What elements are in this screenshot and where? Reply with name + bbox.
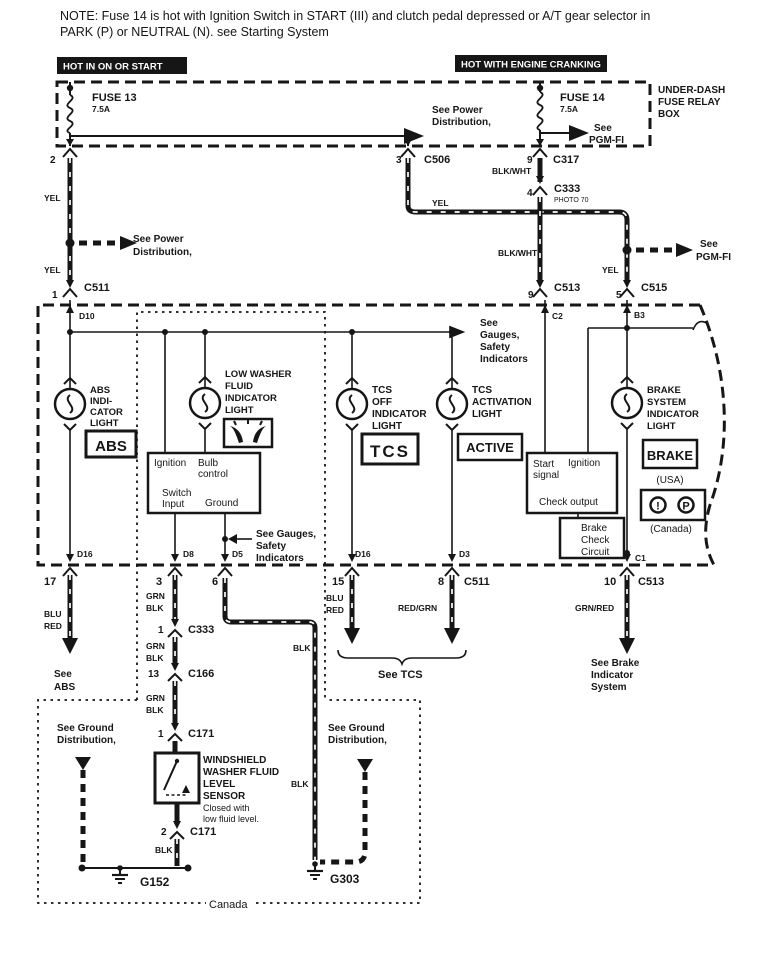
- pin-3: 3: [396, 155, 402, 166]
- wire-label-grn3: GRN: [146, 693, 165, 703]
- ctrl-ground: Ground: [205, 498, 239, 509]
- see-brake3: System: [591, 682, 627, 693]
- fuse14-amps: 7.5A: [560, 104, 578, 114]
- bcc-label3: Circuit: [581, 547, 610, 558]
- ctrl-control: control: [198, 469, 229, 480]
- g152-label: G152: [140, 875, 170, 889]
- see-abs1: See: [54, 669, 72, 680]
- start-ignition-label: Ignition: [568, 458, 601, 469]
- active-badge: ACTIVE: [466, 440, 514, 455]
- pin-d5: D5: [232, 549, 243, 559]
- ground-feed-arrow-right: [357, 759, 373, 772]
- level-switch-icon: [164, 759, 190, 795]
- wire-label-yel-3: YEL: [432, 198, 449, 208]
- note-line2: PARK (P) or NEUTRAL (N). see Starting System: [60, 25, 329, 39]
- tcs-badge: TCS: [370, 442, 410, 461]
- see-brake2: Indicator: [591, 670, 634, 681]
- g303-label: G303: [330, 872, 360, 886]
- wire-label-blk5: BLK: [291, 779, 309, 789]
- ctrl-bulb: Bulb: [198, 458, 219, 469]
- see-power-top1: See Power: [432, 105, 483, 116]
- see-pgmfi-top2: PGM-FI: [589, 135, 624, 146]
- see-ground-right1: See Ground: [328, 723, 385, 734]
- see-power-mid1: See Power: [133, 234, 184, 245]
- canada-section: [38, 700, 420, 911]
- pin-d10: D10: [79, 311, 95, 321]
- banner-right-label: HOT WITH ENGINE CRANKING: [461, 59, 601, 71]
- brake-label3: INDICATOR: [647, 409, 699, 420]
- tcsoff-label1: TCS: [372, 385, 392, 396]
- see-ground-left2: Distribution,: [57, 735, 116, 746]
- ctrl-input: Input: [162, 499, 185, 510]
- tcsact-label1: TCS: [472, 385, 492, 396]
- wire-label-blk2: BLK: [146, 653, 164, 663]
- start-label1: Start: [533, 459, 555, 470]
- see-pgmfi-mid2: PGM-FI: [696, 252, 731, 263]
- pin-d16-left: D16: [77, 549, 93, 559]
- usa-label: (USA): [656, 475, 684, 486]
- banner-hot-in-on-or-start: [57, 57, 187, 74]
- see-brake1: See Brake: [591, 658, 640, 669]
- pin-5: 5: [616, 290, 622, 301]
- sensor-label3: LEVEL: [203, 779, 236, 790]
- wire-yel-c506: [408, 158, 627, 280]
- bcc-label1: Brake: [581, 523, 608, 534]
- tcsact-label3: LIGHT: [472, 409, 502, 420]
- wire-label-blu2: BLU: [326, 593, 344, 603]
- pin-d8: D8: [183, 549, 194, 559]
- wire-label-blk4: BLK: [293, 643, 311, 653]
- note-line1: NOTE: Fuse 14 is hot with Ignition Switch in START (III) and clutch pedal depressed or A/T gear selector in: [60, 9, 651, 23]
- pin-d16-right: D16: [355, 549, 371, 559]
- pin-1: 1: [52, 290, 58, 301]
- tcsoff-label2: OFF: [372, 397, 392, 408]
- brake-badge: BRAKE: [646, 448, 694, 463]
- bottom-wires: [44, 575, 640, 860]
- note: [60, 9, 650, 39]
- connector-c333-note: PHOTO 70: [554, 197, 589, 204]
- wire-label-red1: RED: [44, 621, 62, 631]
- fuse14-icon: [537, 92, 542, 130]
- bcc-label2: Check: [581, 535, 610, 546]
- see-ground-left1: See Ground: [57, 723, 114, 734]
- sensor-label4: SENSOR: [203, 791, 246, 802]
- check-output-label: Check output: [539, 497, 598, 508]
- fuse13-amps: 7.5A: [92, 104, 110, 114]
- park-icon: P: [682, 500, 690, 513]
- pin-b3: B3: [634, 310, 645, 320]
- wire-label-blkwht-1: BLK/WHT: [492, 166, 532, 176]
- fuse13-label: FUSE 13: [92, 92, 137, 104]
- pin-9: 9: [527, 155, 533, 166]
- connector-c317: C317: [553, 154, 580, 166]
- fuse14-label: FUSE 14: [560, 92, 605, 104]
- wire-ground-right: [320, 772, 365, 862]
- connector-c513-top: C513: [554, 282, 581, 294]
- see-abs2: ABS: [54, 682, 76, 693]
- pin-4: 4: [527, 188, 533, 199]
- banner-hot-with-engine-cranking: [455, 55, 607, 72]
- abs-badge: ABS: [95, 438, 127, 455]
- pin-8: 8: [438, 576, 445, 588]
- brake-label4: LIGHT: [647, 421, 676, 432]
- sensor-label1: WINDSHIELD: [203, 755, 267, 766]
- torn-edge: [700, 305, 724, 565]
- see-pgmfi-mid1: See: [700, 239, 718, 250]
- see-power-top2: Distribution,: [432, 117, 491, 128]
- sensor-label2: WASHER FLUID: [203, 767, 280, 778]
- wire-label-red2: RED: [326, 605, 344, 615]
- canada-paren-label: (Canada): [650, 524, 692, 535]
- tcsoff-label4: LIGHT: [372, 421, 402, 432]
- connector-c166: C166: [188, 668, 215, 680]
- washer-label2: FLUID: [225, 381, 253, 392]
- pin-d3: D3: [459, 549, 470, 559]
- pin-10: 10: [604, 576, 617, 588]
- wire-label-yel-2: YEL: [44, 265, 61, 275]
- start-label2: signal: [533, 470, 560, 481]
- tcsact-label2: ACTIVATION: [472, 397, 532, 408]
- connector-c333-mid: C333: [188, 624, 215, 636]
- connector-c515: C515: [641, 282, 668, 294]
- pin-1-c171: 1: [158, 729, 164, 740]
- banner-left-label: HOT IN ON OR START: [63, 61, 163, 73]
- see-gsi3: Indicators: [256, 553, 304, 564]
- fusebox-title1: UNDER-DASH: [658, 85, 726, 96]
- pin-13-c166: 13: [148, 669, 160, 680]
- cluster-internals: [55, 300, 708, 564]
- ground-feed-arrow-left: [75, 757, 91, 770]
- see-tcs-label: See TCS: [378, 669, 423, 681]
- see-gsi1: See Gauges,: [256, 529, 317, 540]
- wire-label-blkwht-2: BLK/WHT: [498, 248, 538, 258]
- pin-2: 2: [50, 155, 56, 166]
- wire-label-yel-1: YEL: [44, 193, 61, 203]
- wire-label-blk3: BLK: [146, 705, 164, 715]
- wire-label-grn2: GRN: [146, 641, 165, 651]
- washer-label1: LOW WASHER: [225, 369, 292, 380]
- see-pgmfi-top1: See: [594, 123, 612, 134]
- brake-canada-icon: [651, 498, 694, 513]
- wire-label-blu1: BLU: [44, 609, 62, 619]
- wire-label-grnred: GRN/RED: [575, 603, 615, 613]
- sensor-label5: Closed with: [203, 803, 250, 813]
- pin-1-c333: 1: [158, 625, 164, 636]
- exclamation-icon: !: [656, 500, 660, 513]
- pin-9b: 9: [528, 290, 534, 301]
- connector-c333-top: C333: [554, 183, 581, 195]
- connector-c511-bottom: C511: [464, 576, 490, 588]
- ctrl-switch: Switch: [162, 488, 192, 499]
- abs-label3: CATOR: [90, 407, 123, 418]
- see-gsi2: Safety: [256, 541, 287, 552]
- fusebox-title2: FUSE RELAY: [658, 97, 721, 108]
- see-power-mid2: Distribution,: [133, 247, 192, 258]
- connector-c513-bottom: C513: [638, 576, 665, 588]
- see-tcs-brace: [338, 650, 466, 664]
- pin-c2: C2: [552, 311, 563, 321]
- ctrl-ignition: Ignition: [154, 458, 187, 469]
- pin-15: 15: [332, 576, 345, 588]
- brake-label2: SYSTEM: [647, 397, 687, 408]
- canada-label: Canada: [209, 899, 248, 911]
- connector-c171-top: C171: [188, 728, 215, 740]
- pin-17: 17: [44, 576, 57, 588]
- sensor-label6: low fluid level.: [203, 814, 260, 824]
- fusebox-terminals: [50, 149, 579, 166]
- continuation-hook-icon: [693, 322, 708, 330]
- see-gauges3: Safety: [480, 342, 511, 353]
- washer-icon: [230, 420, 266, 443]
- abs-label1: ABS: [90, 385, 111, 396]
- wire-label-blk6: BLK: [155, 845, 173, 855]
- see-gauges4: Indicators: [480, 354, 528, 365]
- pin-c1: C1: [635, 553, 646, 563]
- wire-label-blk1: BLK: [146, 603, 164, 613]
- abs-label2: INDI-: [90, 396, 113, 407]
- connector-c511-top: C511: [84, 282, 110, 294]
- see-ground-right2: Distribution,: [328, 735, 387, 746]
- brake-label1: BRAKE: [647, 385, 681, 396]
- fusebox-title3: BOX: [658, 109, 680, 120]
- see-gauges2: Gauges,: [480, 330, 520, 341]
- pin-6: 6: [212, 576, 219, 588]
- connector-c171-bottom: C171: [190, 826, 217, 838]
- under-dash-fuse-relay-box: [57, 82, 725, 146]
- wire-label-yel-4: YEL: [602, 265, 619, 275]
- wire-label-grn1: GRN: [146, 591, 165, 601]
- washer-label4: LIGHT: [225, 405, 254, 416]
- see-gauges1: See: [480, 318, 498, 329]
- pin-2-c171: 2: [161, 827, 167, 838]
- abs-label4: LIGHT: [90, 418, 119, 429]
- fuse13-icon: [67, 95, 72, 133]
- wire-label-redgrn: RED/GRN: [398, 603, 438, 613]
- washer-label3: INDICATOR: [225, 393, 277, 404]
- connector-c506: C506: [424, 154, 451, 166]
- tcsoff-label3: INDICATOR: [372, 409, 427, 420]
- pin-3b: 3: [156, 576, 163, 588]
